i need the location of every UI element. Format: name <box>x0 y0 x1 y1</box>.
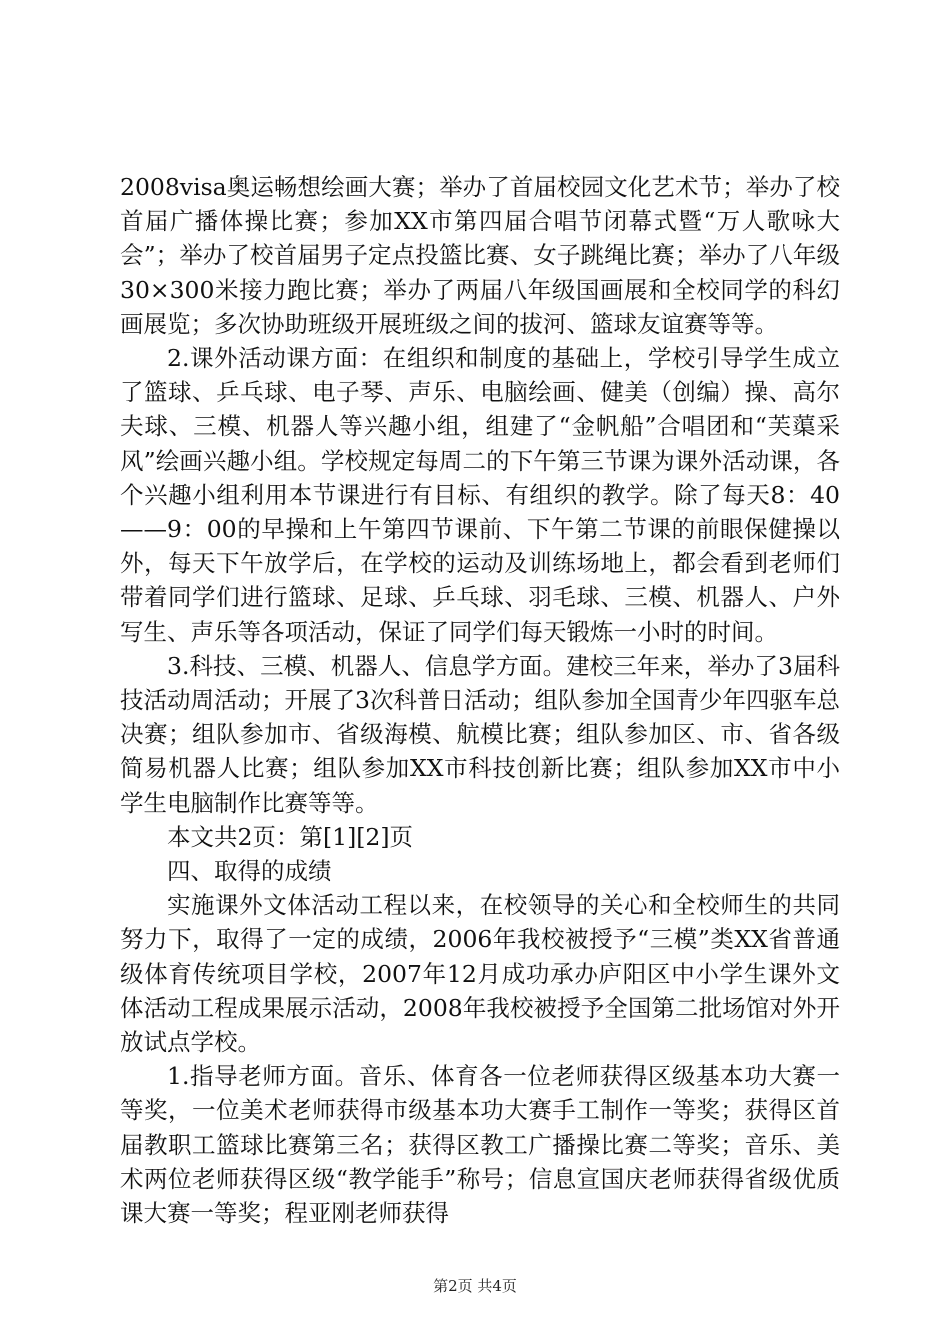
document-body <box>120 170 840 1230</box>
section-heading-achievements: 四、取得的成绩 <box>167 857 332 886</box>
paragraph-continuation: 2008visa奥运畅想绘画大赛；举办了首届校园文化艺术节；举办了校首届广播体操比赛；参加XX市第四届合唱节闭幕式暨“万人歌咏大会”；举办了校首届男子定点投篮比赛、女子跳绳比赛；举办了八年级30×300米接力跑比赛；举办了两届八年级国画展和全校同学的科幻画展览；多次协助班级开展班级之间的拔河、篮球友谊赛等等。 <box>120 173 840 338</box>
paragraph-achievements-intro: 实施课外文体活动工程以来，在校领导的关心和全校师生的共同努力下，取得了一定的成绩，2006年我校被授予“三模”类XX省普通级体育传统项目学校，2007年12月成功承办庐阳区中小学生课外文体活动工程成果展示活动，2008年我校被授予全国第二批场馆对外开放试点学校。 <box>120 891 840 1057</box>
paragraph-technology: 3.科技、三模、机器人、信息学方面。建校三年来，举办了3届科技活动周活动；开展了3次科普日活动；组队参加全国青少年四驱车总决赛；组队参加市、省级海模、航模比赛；组队参加区、市、省各级简易机器人比赛；组队参加XX市科技创新比赛；组队参加XX市中小学生电脑制作比赛等等。 <box>120 651 840 817</box>
paragraph-teacher-awards: 1.指导老师方面。音乐、体育各一位老师获得区级基本功大赛一等奖，一位美术老师获得市级基本功大赛手工制作一等奖；获得区首届教职工篮球比赛第三名；获得区教工广播操比赛二等奖；音乐、美术两位老师获得区级“教学能手”称号；信息宣国庆老师获得省级优质课大赛一等奖；程亚刚老师获得 <box>120 1062 840 1228</box>
pagination-note: 本文共2页：第[1][2]页 <box>167 822 414 851</box>
paragraph-extracurricular-class: 2.课外活动课方面：在组织和制度的基础上，学校引导学生成立了篮球、乒乓球、电子琴、声乐、电脑绘画、健美（创编）操、高尔夫球、三模、机器人等兴趣小组，组建了“金帆船”合唱团和“芙蕖采风”绘画兴趣小组。学校规定每周二的下午第三节课为课外活动课，各个兴趣小组利用本节课进行有目标、有组织的教学。除了每天8：40——9：00的早操和上午第四节课前、下午第二节课的前眼保健操以外，每天下午放学后，在学校的运动及训练场地上，都会看到老师们带着同学们进行篮球、足球、乒乓球、羽毛球、三模、机器人、户外写生、声乐等各项活动，保证了同学们每天锻炼一小时的时间。 <box>120 344 840 646</box>
page-footer: 第2页 共4页 <box>433 1277 517 1295</box>
